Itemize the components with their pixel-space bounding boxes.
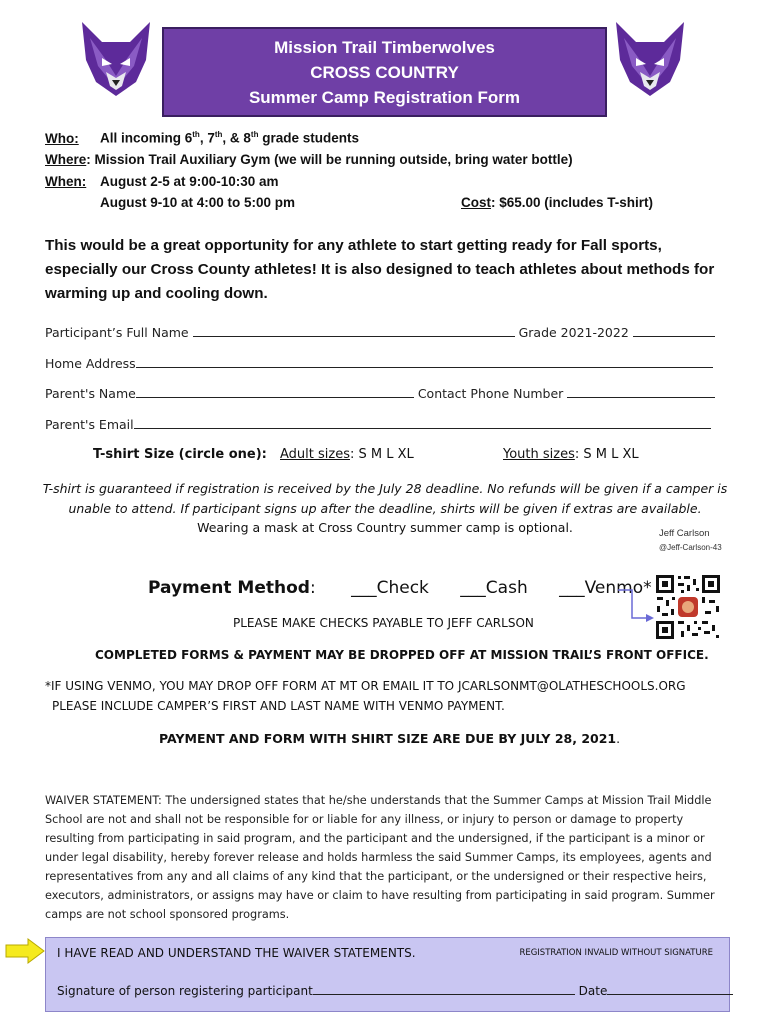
- ordinal-suffix: th: [214, 130, 223, 139]
- where-row: [45, 149, 745, 171]
- contact-phone-label: Contact Phone Number: [417, 386, 564, 401]
- dropoff-note: COMPLETED FORMS & PAYMENT MAY BE DROPPED OFF AT MISSION TRAIL’S FRONT OFFICE.: [95, 648, 709, 662]
- when-value-2: August 9-10 at 4:00 to 5:00 pm: [100, 195, 296, 210]
- where-label: Where: [45, 152, 87, 167]
- parent-name-row: [45, 385, 715, 401]
- payment-venmo-option[interactable]: ___Venmo*: [559, 578, 652, 598]
- signature-box: [45, 937, 730, 1012]
- payment-cash-option[interactable]: ___Cash: [460, 578, 528, 598]
- tshirt-size-label: T-shirt Size (circle one):: [93, 447, 267, 462]
- home-address-label: Home Address: [45, 356, 136, 371]
- signature-label: Signature of person registering participant: [57, 984, 313, 998]
- parent-name-label: Parent's Name: [45, 386, 136, 401]
- adult-sizes-options[interactable]: : S M L XL: [349, 447, 414, 462]
- date-field[interactable]: [607, 983, 733, 995]
- title-line-2: CROSS COUNTRY: [310, 62, 459, 82]
- youth-sizes[interactable]: [503, 447, 639, 462]
- date-label: Date: [578, 984, 608, 998]
- due-date-text: PAYMENT AND FORM WITH SHIRT SIZE ARE DUE BY JULY 28, 2021: [159, 731, 617, 746]
- cost-text: [461, 192, 653, 214]
- venmo-note-line-2: PLEASE INCLUDE CAMPER’S FIRST AND LAST NAME WITH VENMO PAYMENT.: [52, 699, 505, 713]
- pointer-arrow-icon: [4, 937, 46, 965]
- title-line-3: Summer Camp Registration Form: [248, 87, 521, 107]
- when-value-1: August 2-5 at 9:00-10:30 am: [100, 173, 279, 189]
- tshirt-note-line-1: T-shirt is guaranteed if registration is received by the July 28 deadline. No refunds will be given if a camper is: [42, 481, 728, 496]
- checks-payable-note: PLEASE MAKE CHECKS PAYABLE TO JEFF CARLSON: [233, 616, 534, 630]
- mask-note: Wearing a mask at Cross Country summer camp is optional.: [197, 520, 573, 535]
- who-value-b: , 7: [199, 130, 215, 146]
- when-label: When:: [45, 173, 87, 189]
- tshirt-note-line-2: unable to attend. If participant signs up after the deadline, shirts will be given if extras are available.: [68, 501, 702, 516]
- who-label: Who:: [45, 130, 79, 146]
- title-banner: [162, 27, 607, 117]
- youth-sizes-label: Youth sizes: [503, 447, 575, 462]
- venmo-pointer-arrow-icon: [616, 588, 656, 624]
- venmo-name: Jeff Carlson: [659, 528, 710, 539]
- venmo-qr-code-icon[interactable]: [654, 573, 722, 641]
- payment-method-label: Payment Method: [148, 578, 310, 598]
- where-value: : Mission Trail Auxiliary Gym (we will be running outside, bring water bottle): [86, 152, 573, 167]
- due-date-note: [159, 731, 620, 746]
- participant-name-field[interactable]: [193, 324, 515, 337]
- parent-email-field[interactable]: [134, 416, 711, 429]
- ordinal-suffix: th: [250, 130, 259, 139]
- title-line-1: Mission Trail Timberwolves: [274, 37, 495, 57]
- adult-sizes-label: Adult sizes: [280, 447, 350, 462]
- when-row: [45, 171, 745, 193]
- wolf-logo-right-icon: [610, 20, 690, 98]
- cost-value: : $65.00 (includes T-shirt): [491, 195, 654, 210]
- cost-label: Cost: [461, 195, 491, 210]
- payment-colon: :: [309, 578, 316, 598]
- contact-phone-field[interactable]: [567, 385, 715, 398]
- payment-method-row: [148, 578, 652, 598]
- event-info: [45, 124, 745, 214]
- grade-field[interactable]: [633, 324, 715, 337]
- parent-name-field[interactable]: [136, 385, 414, 398]
- payment-check-option[interactable]: ___Check: [351, 578, 429, 598]
- participant-label: Participant’s Full Name: [45, 325, 189, 340]
- parent-email-row: [45, 416, 711, 432]
- when-row-2: [45, 192, 745, 214]
- venmo-note-line-1: *IF USING VENMO, YOU MAY DROP OFF FORM AT MT OR EMAIL IT TO JCARLSONMT@OLATHESCHOOLS.ORG: [45, 679, 686, 693]
- home-address-row: [45, 355, 713, 371]
- grade-label: Grade 2021-2022: [518, 325, 629, 340]
- ordinal-suffix: th: [192, 130, 200, 139]
- lead-paragraph: This would be a great opportunity for any athlete to start getting ready for Fall sports, especially our Cross County athletes! It is also designed to teach athletes about methods for warming up and cooling down.: [45, 237, 715, 302]
- signature-required-note: REGISTRATION INVALID WITHOUT SIGNATURE: [519, 948, 713, 958]
- who-value-c: , & 8: [222, 130, 251, 146]
- who-row: [45, 124, 745, 149]
- signature-field[interactable]: [313, 983, 575, 995]
- signature-row: [57, 983, 733, 998]
- parent-email-label: Parent's Email: [45, 417, 134, 432]
- who-value-a: All incoming 6: [100, 130, 193, 146]
- due-date-period: .: [616, 731, 621, 746]
- who-value-d: grade students: [258, 130, 360, 146]
- waiver-acknowledgement: I HAVE READ AND UNDERSTAND THE WAIVER STATEMENTS.: [57, 946, 416, 960]
- wolf-logo-left-icon: [76, 20, 156, 98]
- waiver-statement: WAIVER STATEMENT: The undersigned states that he/she understands that the Summer Camps at Mission Trail Middle School are not and shall not be responsible for or liable for any illness, or injury to person or damage to property resulting from participating in said program, and the participant and the undersigned, if the participant is a minor or under legal disability, hereby forever release and holds harmless the said Summer Camps, its employees, agents and representatives from any and all claims of any kind that the participant, or the undersigned or their respective heirs, executors, administrators, or assigns may have or claim to have resulting from participating in said program. Summer camps are not school sponsored programs.: [45, 794, 715, 921]
- adult-sizes[interactable]: [280, 447, 414, 462]
- home-address-field[interactable]: [136, 355, 713, 368]
- participant-row: [45, 324, 715, 340]
- venmo-handle: @Jeff-Carlson-43: [659, 543, 722, 552]
- youth-sizes-options[interactable]: : S M L XL: [574, 447, 639, 462]
